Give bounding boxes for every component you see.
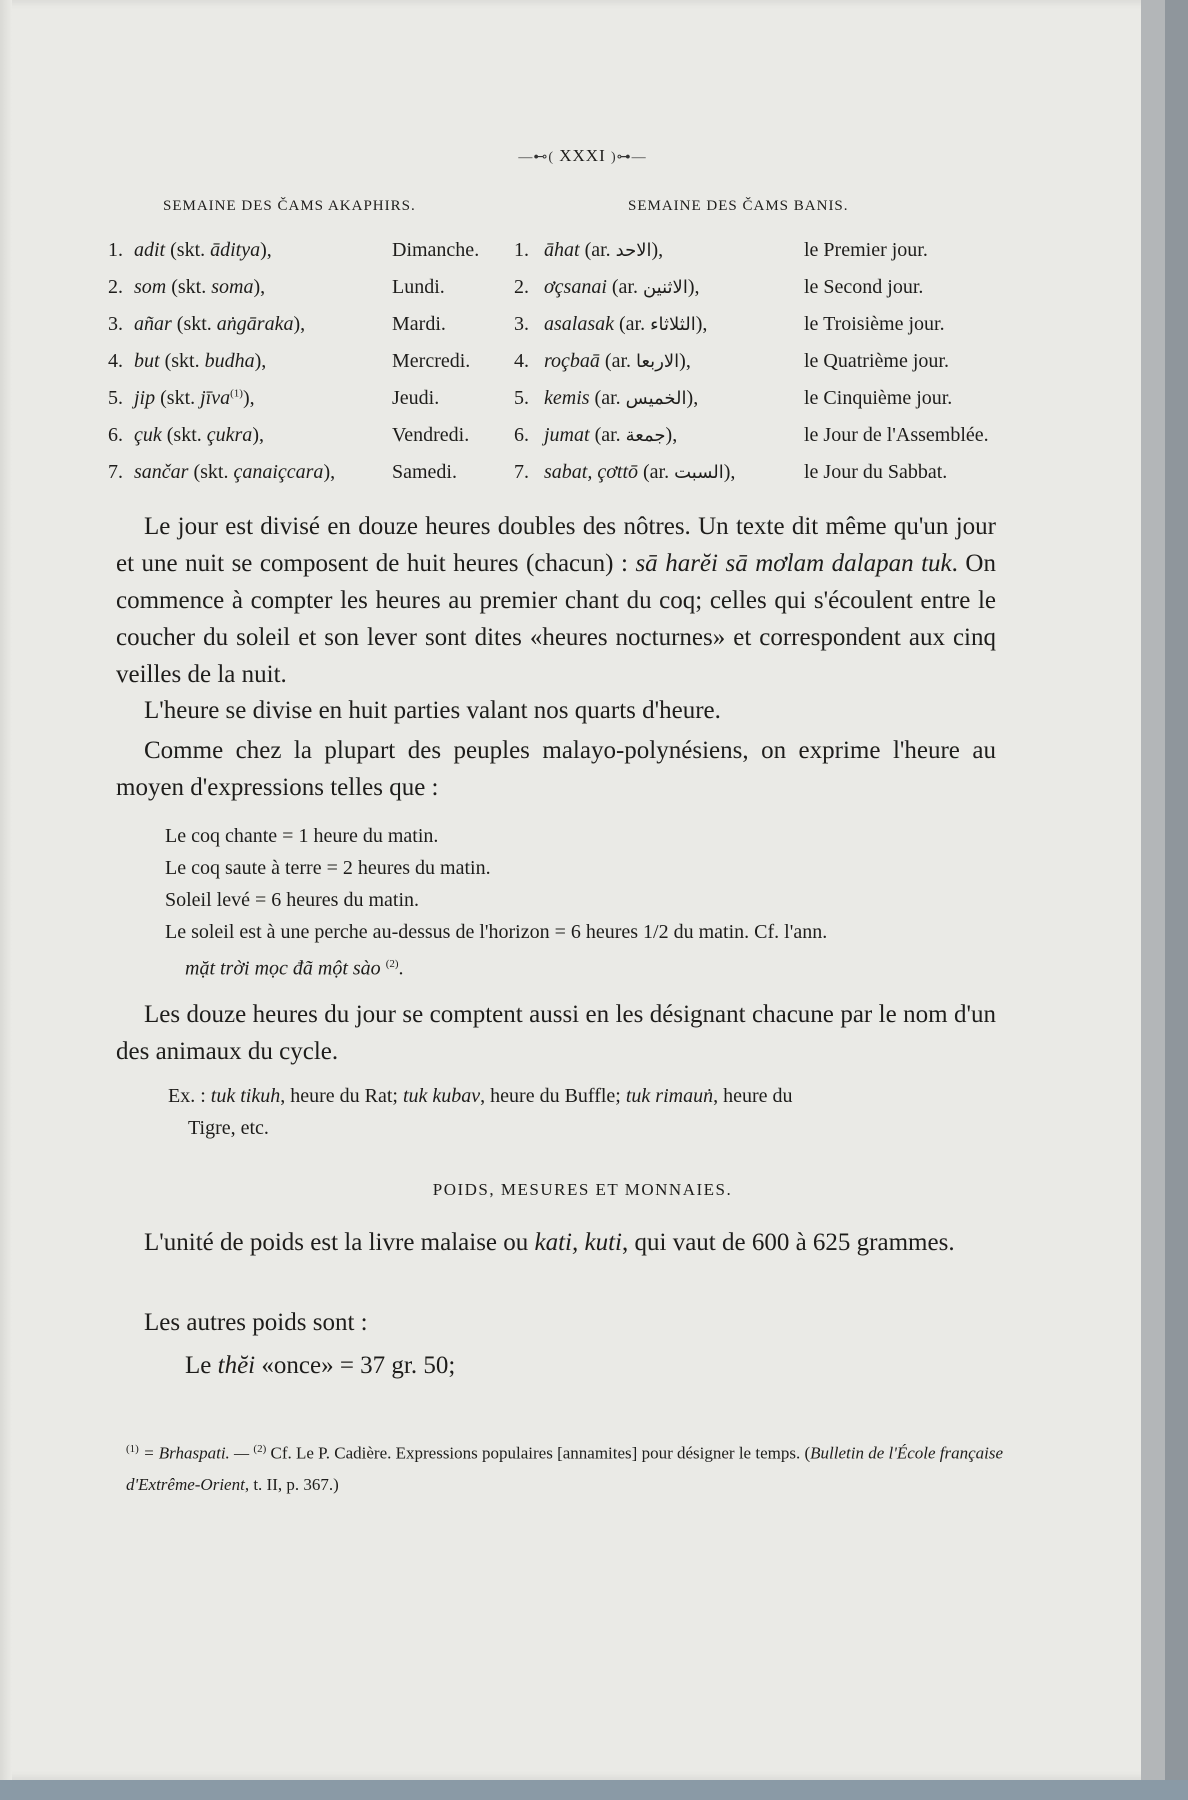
hour-example-annam: mặt trời mọc đã một sào $^{(2)}$.: [185, 957, 404, 980]
page-edge: [1141, 0, 1165, 1780]
week-table: [108, 232, 1008, 491]
day-name: Samedi.: [392, 461, 457, 483]
page-binding: [0, 0, 12, 1780]
week-row: [108, 454, 1008, 491]
ornament-right-icon: )⊶—: [611, 150, 647, 165]
day-meaning: le Cinquième jour.: [804, 387, 953, 409]
row-number-2: 4.: [514, 350, 529, 372]
week-row: [108, 232, 1008, 269]
day-meaning: le Second jour.: [804, 276, 924, 298]
bani-term: sabat, çơttō (ar. السبت),: [544, 461, 736, 483]
paragraph-other-weights: Les autres poids sont :: [144, 1309, 368, 1336]
cam-term: adit (skt. āditya),: [134, 239, 272, 261]
day-meaning: le Premier jour.: [804, 239, 928, 261]
day-name: Vendredi.: [392, 424, 470, 446]
paragraph-expressions: Comme chez la plupart des peuples malayo-polynésiens, on exprime l'heure au moyen d'expressions telles que :: [116, 737, 996, 801]
day-meaning: le Jour du Sabbat.: [804, 461, 948, 483]
day-meaning: le Quatrième jour.: [804, 350, 949, 372]
cam-term: añar (skt. aṅgāraka),: [134, 313, 306, 335]
bani-term: āhat (ar. الاحد),: [544, 239, 664, 261]
heading-akaphirs: SEMAINE DES ČAMS AKAPHIRS.: [163, 198, 416, 214]
week-row: [108, 417, 1008, 454]
day-meaning: le Jour de l'Assemblée.: [804, 424, 989, 446]
section-title: POIDS, MESURES ET MONNAIES.: [432, 1180, 733, 1199]
day-name: Jeudi.: [392, 387, 440, 409]
week-row: [108, 343, 1008, 380]
row-number-2: 1.: [514, 239, 529, 261]
row-number: 6.: [108, 424, 123, 446]
day-meaning: le Troisième jour.: [804, 313, 945, 335]
week-row: [108, 269, 1008, 306]
bani-term: asalasak (ar. الثلاثاء),: [544, 313, 708, 335]
hour-examples-list: [165, 820, 995, 985]
paragraph-animal-cycle: Les douze heures du jour se comptent aussi en les désignant chacune par le nom d'un des animaux du cycle.: [116, 1001, 996, 1065]
page-number-label: XXXI: [559, 146, 606, 165]
day-name: Mardi.: [392, 313, 446, 335]
paragraph-hour-parts: L'heure se divise en huit parties valant nos quarts d'heure.: [144, 697, 721, 724]
hour-example: Le coq chante = 1 heure du matin.: [165, 825, 439, 847]
cam-term: sančar (skt. çanaiçcara),: [134, 461, 336, 483]
paragraph-day-division: Le jour est divisé en douze heures doubles des nôtres. Un texte dit même qu'un jour et une nuit se composent de huit heures (chacun) : sā harĕi sā mơlam dalapan tuk. On commence à compter les heures au premier chant du coq; celles qui s'écoulent entre le coucher du soleil et son lever sont dites «heures nocturnes» et correspondent aux cinq veilles de la nuit.: [116, 513, 996, 688]
cam-term: jip (skt. jīva$^{(1)}$),: [134, 387, 255, 409]
bani-term: jumat (ar. جمعة),: [544, 424, 678, 446]
scan-background: [0, 1780, 1188, 1800]
row-number-2: 3.: [514, 313, 529, 335]
row-number: 1.: [108, 239, 123, 261]
footnote-mark: (1): [126, 1443, 139, 1455]
week-row: [108, 306, 1008, 343]
day-name: Lundi.: [392, 276, 445, 298]
footnotes: $^{(1)}$ = Brhaspati. — $^{(2)}$ Cf. Le P. Cadière. Expressions populaires [annamites] pour désigner le temps. (Bulletin de l'École française d'Extrême-Orient, t. II, p. 367.): [126, 1443, 1004, 1494]
hour-example: Le soleil est à une perche au-dessus de l'horizon = 6 heures 1/2 du matin. Cf. l'ann.: [165, 921, 828, 943]
row-number: 2.: [108, 276, 123, 298]
hour-example: Soleil levé = 6 heures du matin.: [165, 889, 420, 911]
cycle-example: Ex. : tuk tikuh, heure du Rat; tuk kubav, heure du Buffle; tuk rimauṅ, heure du Tigre, etc.: [168, 1085, 793, 1139]
row-number: 3.: [108, 313, 123, 335]
row-number-2: 7.: [514, 461, 529, 483]
page-number: [0, 146, 1165, 166]
cam-term: but (skt. budha),: [134, 350, 267, 372]
row-number-2: 6.: [514, 424, 529, 446]
week-row: [108, 380, 1008, 417]
bani-term: ơçsanai (ar. الاثنين),: [544, 276, 700, 298]
row-number-2: 5.: [514, 387, 529, 409]
paragraph-weight-unit: L'unité de poids est la livre malaise ou kati, kuti, qui vaut de 600 à 625 grammes.: [144, 1229, 955, 1256]
ornament-left-icon: —⊷(: [518, 150, 554, 165]
weight-line: Le thĕi «once» = 37 gr. 50;: [185, 1352, 456, 1379]
hour-example: Le coq saute à terre = 2 heures du matin.: [165, 857, 491, 879]
cam-term: çuk (skt. çukra),: [134, 424, 264, 446]
heading-banis: SEMAINE DES ČAMS BANIS.: [628, 198, 849, 214]
bani-term: roçbaā (ar. الاربعا),: [544, 350, 691, 372]
bani-term: kemis (ar. الخميس),: [544, 387, 699, 409]
cam-term: som (skt. soma),: [134, 276, 266, 298]
row-number-2: 2.: [514, 276, 529, 298]
day-name: Mercredi.: [392, 350, 471, 372]
row-number: 7.: [108, 461, 123, 483]
day-name: Dimanche.: [392, 239, 480, 261]
row-number: 4.: [108, 350, 123, 372]
footnote-mark: (2): [253, 1443, 267, 1455]
row-number: 5.: [108, 387, 123, 409]
